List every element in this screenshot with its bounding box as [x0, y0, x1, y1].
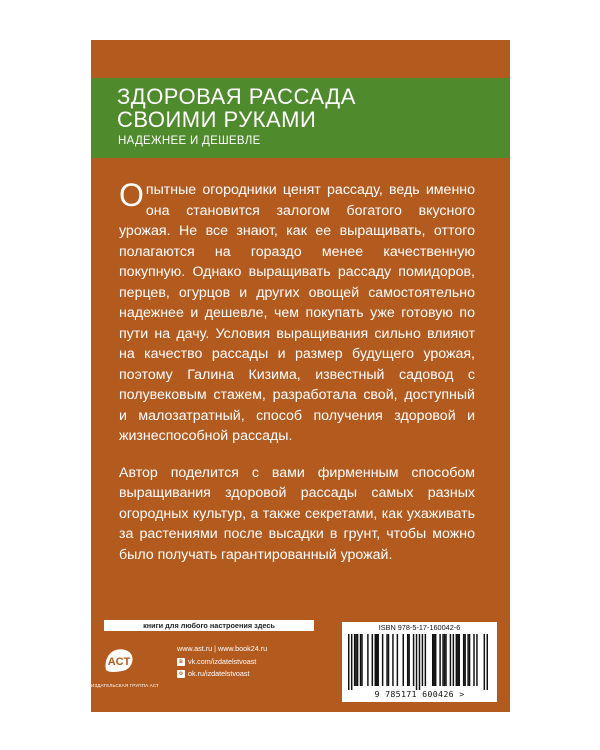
title-banner — [91, 78, 510, 158]
barcode-bar — [435, 634, 436, 686]
barcode-bar — [459, 634, 460, 686]
barcode-bar — [425, 634, 426, 686]
barcode-bar — [432, 634, 433, 686]
barcode-bar — [463, 634, 464, 686]
back-cover — [91, 40, 510, 712]
ok-icon: о — [177, 670, 185, 678]
barcode-bar — [467, 634, 468, 686]
tagline: книги для любого настроения здесь — [104, 620, 314, 631]
barcode-bar — [439, 634, 440, 686]
logo-text: ACT — [107, 656, 131, 668]
ok-link — [177, 669, 250, 679]
barcode-bar — [351, 634, 352, 690]
barcode-bar — [476, 634, 477, 686]
annotation-text — [119, 177, 475, 565]
book-title-line2: СВОИМИ РУКАМИ — [117, 107, 317, 132]
barcode-bar — [348, 634, 349, 690]
barcode-bar — [403, 634, 404, 686]
barcode-bar — [357, 634, 358, 686]
barcode-icon — [348, 634, 488, 690]
vk-link-text: vk.com/izdatelstvoast — [188, 657, 257, 666]
barcode-box — [342, 622, 497, 702]
barcode-bar — [377, 634, 378, 686]
barcode-bar — [464, 634, 465, 686]
book-title-line1: ЗДОРОВАЯ РАССАДА — [117, 84, 356, 109]
barcode-bar — [419, 634, 420, 690]
barcode-bar — [361, 634, 362, 686]
barcode-bar — [407, 634, 408, 686]
barcode-bar — [355, 634, 356, 686]
barcode-bar — [457, 634, 458, 686]
barcode-bar — [442, 634, 443, 686]
barcode-bar — [382, 634, 383, 686]
barcode-bar — [453, 634, 454, 686]
vk-icon: в — [177, 658, 185, 666]
ast-logo-icon — [102, 644, 136, 676]
barcode-bar — [375, 634, 376, 686]
barcode-bar — [487, 634, 488, 690]
publisher-name: ИЗДАТЕЛЬСКАЯ ГРУППА АСТ — [91, 683, 159, 688]
barcode-bar — [388, 634, 389, 686]
book-subtitle: НАДЕЖНЕЕ И ДЕШЕВЛЕ — [118, 135, 261, 147]
barcode-bar — [413, 634, 414, 686]
website-links: www.ast.ru | www.book24.ru — [177, 644, 268, 653]
barcode-bar — [445, 634, 446, 686]
barcode-bar — [354, 634, 355, 686]
barcode-bar — [367, 634, 368, 686]
barcode-bar — [473, 634, 474, 686]
barcode-bar — [444, 634, 445, 686]
barcode-bar — [372, 634, 373, 686]
barcode-bar — [360, 634, 361, 686]
barcode-bar — [469, 634, 470, 686]
drop-cap: О — [119, 177, 144, 213]
ok-link-text: ok.ru/izdatelstvoast — [188, 669, 250, 678]
paragraph-1-text: пытные огородники ценят рассаду, ведь именно она становится залогом богатого вкусного урожая. Не все знают, как ее выращивать, оттого полагаются на гораздо менее качественную покупную. Однако выращивать рассаду помидоров, перцев, огурцов и других овощей самостоятельно надежнее и дешевле, чем покупать уже готовую по пути на дачу. Условия выращивания сильно влияют на качество рассады и размер будущего урожая, поэтому Галина Кизима, известный садовод с полувековым стажем, разработала свой, доступный и малозатратный, способ получения здоровой и жизнеспособной рассады. — [119, 182, 475, 444]
vk-link — [177, 657, 256, 667]
barcode-bar — [450, 634, 451, 686]
barcode-bar — [416, 634, 417, 690]
barcode-bar — [392, 634, 393, 686]
barcode-bar — [376, 634, 377, 686]
paragraph-2: Автор поделится с вами фирменным способом выращивания здоровой рассады самых разных огородных культур, а также секретами, как ухаживать за растениями после высадки в грунт, чтобы можно было получать гарантированный урожай. — [119, 464, 475, 563]
barcode-bar — [433, 634, 434, 686]
barcode-bar — [397, 634, 398, 686]
paragraph-1 — [119, 177, 475, 447]
barcode-bar — [484, 634, 485, 690]
barcode-bar — [408, 634, 409, 686]
barcode-bar — [456, 634, 457, 686]
isbn-label: ISBN 978-5-17-160042-6 — [378, 623, 461, 632]
barcode-bar — [422, 634, 423, 686]
barcode-bar — [386, 634, 387, 686]
barcode-digits: 9 785171 600426 > — [374, 689, 465, 699]
